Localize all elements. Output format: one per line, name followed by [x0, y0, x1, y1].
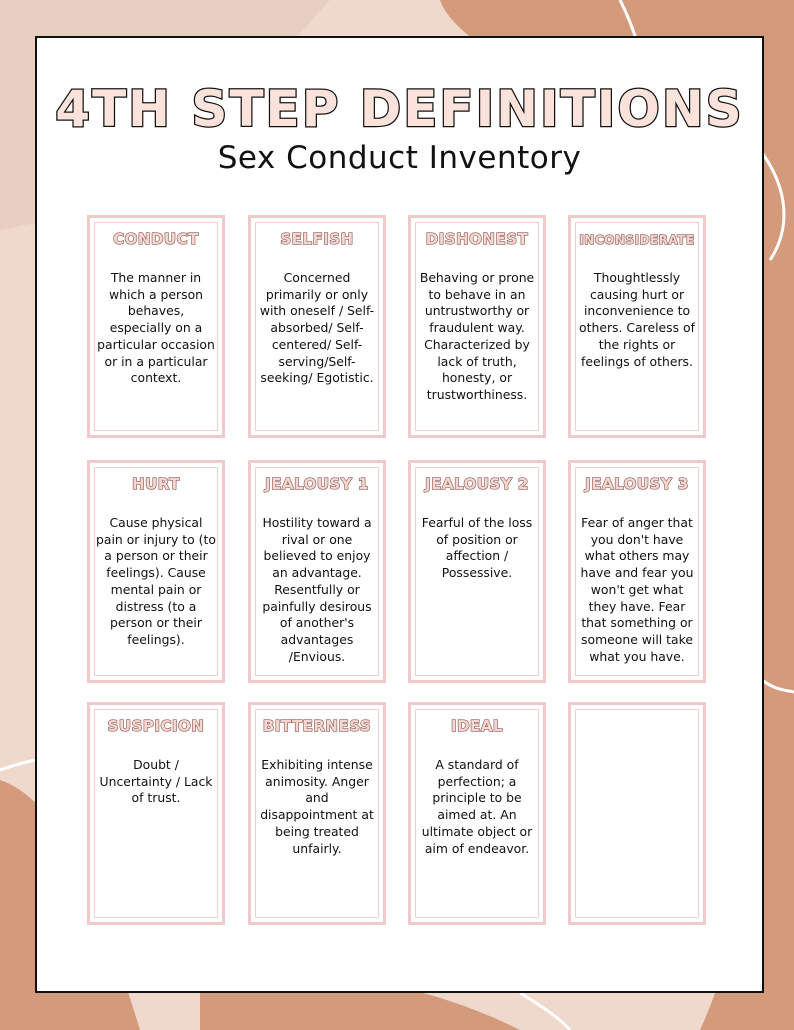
card-title: SUSPICION: [107, 717, 205, 735]
card-definition: The manner in which a person behaves, especially on a particular occasion or in a particular context.: [97, 270, 215, 386]
definition-card: [248, 702, 386, 925]
card-definition: Fear of anger that you don't have what others may have and fear you won't get what they have. Fear that something or someone will take what you have.: [580, 515, 694, 664]
card-title: BITTERNESS: [262, 717, 372, 735]
definition-card: [87, 702, 225, 925]
card-definition: A standard of perfection; a principle to be aimed at. An ultimate object or aim of endeavor.: [421, 757, 533, 856]
card-title: HURT: [132, 475, 180, 493]
page-subtitle: Sex Conduct Inventory: [217, 140, 582, 176]
definition-card: [408, 702, 546, 925]
card-title: CONDUCT: [113, 230, 199, 248]
card-definition: Doubt / Uncertainty / Lack of trust.: [99, 757, 213, 806]
page-title: 4TH STEP DEFINITIONS: [55, 80, 744, 138]
card-definition: Thoughtlessly causing hurt or inconvenience to others. Careless of the rights or feelings of others.: [579, 270, 695, 369]
card-title: SELFISH: [280, 230, 354, 248]
card-definition: Concerned primarily or only with oneself / Self-absorbed/ Self-centered/ Self-serving/Self-seeking/ Egotistic.: [259, 270, 375, 386]
definition-card: [568, 460, 706, 683]
card-title: JEALOUSY 3: [585, 475, 689, 493]
card-title: JEALOUSY 1: [265, 475, 369, 493]
card-definition: Cause physical pain or injury to (to a person or their feelings). Cause mental pain or distress (to a person or their feelings).: [96, 515, 216, 647]
definition-card: [568, 702, 706, 925]
card-title: IDEAL: [451, 717, 503, 735]
card-inner-border: [575, 709, 699, 918]
definition-card: [408, 460, 546, 683]
card-definition: Behaving or prone to behave in an untrustworthy or fraudulent way. Characterized by lack of truth, honesty, or trustworthiness.: [419, 270, 535, 402]
definition-card: [87, 460, 225, 683]
definition-card: [408, 215, 546, 438]
definition-card: [568, 215, 706, 438]
definition-card: [248, 460, 386, 683]
card-inner-border: [94, 709, 218, 918]
definition-card: [248, 215, 386, 438]
card-definition: Exhibiting intense animosity. Anger and disappointment at being treated unfairly.: [260, 757, 374, 856]
card-title: DISHONEST: [425, 230, 529, 248]
card-title: INCONSIDERATE: [579, 233, 695, 247]
card-definition: Hostility toward a rival or one believed to enjoy an advantage. Resentfully or painfully desirous of another's advantages /Envious.: [262, 515, 372, 664]
definition-card: [87, 215, 225, 438]
card-title: JEALOUSY 2: [425, 475, 529, 493]
card-definition: Fearful of the loss of position or affection / Possessive.: [421, 515, 533, 581]
